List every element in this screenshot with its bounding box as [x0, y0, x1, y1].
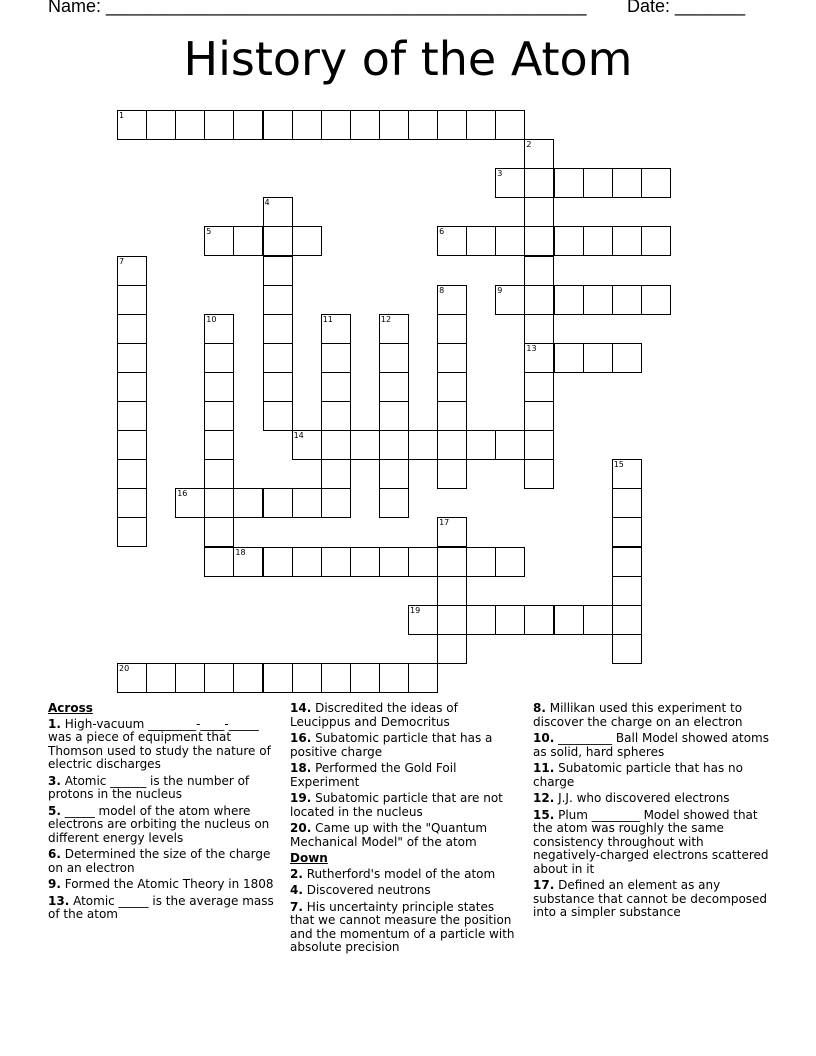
grid-cell[interactable]	[321, 372, 351, 402]
grid-cell[interactable]	[495, 547, 525, 577]
grid-cell[interactable]	[554, 343, 584, 373]
grid-cell[interactable]	[612, 285, 642, 315]
grid-cell[interactable]	[350, 430, 380, 460]
grid-cell[interactable]	[263, 285, 293, 315]
grid-cell[interactable]	[175, 110, 205, 140]
clue-number: 20	[119, 663, 130, 673]
clue-item	[533, 792, 769, 806]
clue-item-number: 3.	[48, 773, 61, 788]
clue-item	[290, 702, 522, 729]
grid-cell[interactable]	[583, 605, 613, 635]
grid-cell[interactable]	[263, 372, 293, 402]
grid-cell[interactable]	[612, 547, 642, 577]
clue-item	[290, 822, 522, 849]
grid-cell[interactable]	[321, 401, 351, 431]
clue-item-text: _____ model of the atom where electrons are orbiting the nucleus on different energy levels	[48, 803, 270, 845]
grid-cell[interactable]	[379, 401, 409, 431]
down-clue-list	[290, 868, 522, 955]
grid-cell[interactable]	[175, 488, 205, 518]
grid-cell[interactable]	[233, 488, 263, 518]
grid-cell[interactable]	[583, 285, 613, 315]
grid-cell[interactable]	[524, 401, 554, 431]
clue-item	[48, 805, 276, 846]
grid-cell[interactable]	[583, 226, 613, 256]
grid-cell[interactable]	[437, 372, 467, 402]
grid-cell[interactable]	[612, 605, 642, 635]
down-heading: Down	[290, 851, 328, 865]
grid-cell[interactable]	[524, 168, 554, 198]
grid-cell[interactable]	[379, 663, 409, 693]
grid-cell[interactable]	[437, 226, 467, 256]
grid-cell[interactable]	[379, 314, 409, 344]
grid-cell[interactable]	[321, 110, 351, 140]
across-clue-list-continued	[290, 702, 522, 849]
clue-item	[533, 702, 769, 729]
grid-cell[interactable]	[321, 343, 351, 373]
clue-item-number: 9.	[48, 877, 61, 891]
grid-cell[interactable]	[117, 285, 147, 315]
grid-cell[interactable]	[583, 168, 613, 198]
grid-cell[interactable]	[263, 197, 293, 227]
grid-cell[interactable]	[204, 459, 234, 489]
down-clue-list-continued	[533, 702, 769, 920]
clue-item-number: 1.	[48, 716, 61, 731]
clue-item-text: Atomic _____ is the average mass of the atom	[48, 893, 274, 921]
grid-cell[interactable]	[204, 547, 234, 577]
grid-cell[interactable]	[350, 110, 380, 140]
clue-item-text: Subatomic particle that are not located in the nucleus	[290, 791, 503, 819]
grid-cell[interactable]	[524, 430, 554, 460]
clue-item-number: 16.	[290, 731, 312, 745]
grid-cell[interactable]	[263, 314, 293, 344]
clue-item	[48, 848, 276, 875]
grid-cell[interactable]	[146, 663, 176, 693]
clue-item-number: 15.	[533, 807, 555, 822]
grid-cell[interactable]	[466, 226, 496, 256]
grid-cell[interactable]	[204, 226, 234, 256]
grid-cell[interactable]	[263, 343, 293, 373]
grid-cell[interactable]	[554, 285, 584, 315]
date-field-label: Date: _______	[627, 0, 746, 16]
clue-item-text: Plum ________ Model showed that the atom was roughly the same consistency throughout with negatively-charged electrons scattered about in it	[533, 807, 769, 876]
grid-cell[interactable]	[612, 168, 642, 198]
grid-cell[interactable]	[554, 226, 584, 256]
grid-cell[interactable]	[292, 547, 322, 577]
grid-cell[interactable]	[321, 663, 351, 693]
clue-item-number: 19.	[290, 791, 312, 805]
grid-cell[interactable]	[117, 663, 147, 693]
grid-cell[interactable]	[437, 517, 467, 547]
clue-item	[48, 775, 276, 802]
clue-item-number: 17.	[533, 878, 555, 892]
clue-number: 17	[439, 518, 450, 528]
clue-item-text: Defined an element as any substance that cannot be decomposed into a simpler substance	[533, 878, 768, 919]
grid-cell[interactable]	[321, 430, 351, 460]
clue-column-3	[533, 702, 769, 923]
grid-cell[interactable]	[437, 459, 467, 489]
grid-cell[interactable]	[117, 430, 147, 460]
page-title: History of the Atom	[183, 32, 633, 86]
name-field-label: Name: ________________________________________________	[48, 0, 587, 16]
grid-cell[interactable]	[466, 110, 496, 140]
clue-item-number: 2.	[290, 866, 303, 881]
clue-item-number: 8.	[533, 701, 546, 715]
clue-number: 3	[497, 169, 503, 179]
clue-item	[290, 901, 522, 955]
clue-item-number: 6.	[48, 847, 61, 861]
clue-item-number: 18.	[290, 761, 312, 775]
clue-item-number: 14.	[290, 701, 312, 715]
clue-column-1	[48, 702, 276, 925]
grid-cell[interactable]	[495, 226, 525, 256]
grid-cell[interactable]	[524, 256, 554, 286]
clue-item	[533, 732, 769, 759]
grid-cell[interactable]	[641, 168, 671, 198]
clue-item-text: Performed the Gold Foil Experiment	[290, 761, 457, 789]
grid-cell[interactable]	[524, 372, 554, 402]
clue-item-number: 20.	[290, 821, 312, 835]
grid-cell[interactable]	[437, 547, 467, 577]
grid-cell[interactable]	[146, 110, 176, 140]
clue-number: 7	[119, 256, 125, 266]
grid-cell[interactable]	[437, 110, 467, 140]
grid-cell[interactable]	[524, 314, 554, 344]
grid-cell[interactable]	[233, 110, 263, 140]
grid-cell[interactable]	[379, 372, 409, 402]
grid-cell[interactable]	[204, 430, 234, 460]
grid-cell[interactable]	[263, 110, 293, 140]
clue-item-text: High-vacuum ________-____-_____ was a piece of equipment that Thomson used to study the nature of electric discharges	[48, 716, 271, 771]
grid-cell[interactable]	[263, 256, 293, 286]
clue-item-text: Rutherford's model of the atom	[302, 866, 496, 881]
clue-item-number: 4.	[290, 883, 303, 897]
grid-cell[interactable]	[292, 430, 322, 460]
grid-cell[interactable]	[466, 430, 496, 460]
grid-cell[interactable]	[524, 285, 554, 315]
grid-cell[interactable]	[117, 110, 147, 140]
grid-cell[interactable]	[408, 605, 438, 635]
clue-item-text: Atomic ______ is the number of protons in the nucleus	[48, 773, 250, 801]
grid-cell[interactable]	[524, 343, 554, 373]
grid-cell[interactable]	[495, 605, 525, 635]
clue-number: 8	[439, 285, 445, 295]
grid-cell[interactable]	[495, 110, 525, 140]
clue-number: 1	[119, 111, 125, 120]
grid-cell[interactable]	[437, 605, 467, 635]
grid-cell[interactable]	[524, 605, 554, 635]
grid-cell[interactable]	[117, 343, 147, 373]
clue-item	[533, 762, 769, 789]
grid-cell[interactable]	[117, 401, 147, 431]
grid-cell[interactable]	[263, 488, 293, 518]
clue-item	[290, 792, 522, 819]
grid-cell[interactable]	[204, 488, 234, 518]
grid-cell[interactable]	[204, 401, 234, 431]
clue-item	[290, 868, 522, 882]
grid-cell[interactable]	[204, 372, 234, 402]
grid-cell[interactable]	[466, 547, 496, 577]
clue-item-text: Came up with the "Quantum Mechanical Model" of the atom	[290, 821, 488, 849]
grid-cell[interactable]	[263, 547, 293, 577]
clue-item	[290, 884, 522, 898]
grid-cell[interactable]	[612, 517, 642, 547]
clue-item	[48, 718, 276, 772]
grid-cell[interactable]	[408, 110, 438, 140]
grid-cell[interactable]	[379, 343, 409, 373]
clue-item-text: Subatomic particle that has no charge	[533, 761, 743, 789]
grid-cell[interactable]	[292, 488, 322, 518]
grid-cell[interactable]	[437, 314, 467, 344]
grid-cell[interactable]	[117, 517, 147, 547]
grid-cell[interactable]	[292, 110, 322, 140]
grid-cell[interactable]	[612, 343, 642, 373]
grid-cell[interactable]	[233, 226, 263, 256]
clue-number: 2	[526, 140, 532, 150]
grid-cell[interactable]	[612, 459, 642, 489]
grid-cell[interactable]	[495, 430, 525, 460]
grid-cell[interactable]	[233, 663, 263, 693]
clue-number: 5	[206, 227, 212, 237]
grid-cell[interactable]	[263, 663, 293, 693]
clue-item-text: Formed the Atomic Theory in 1808	[60, 877, 274, 891]
clue-item-text: Discredited the ideas of Leucippus and Democritus	[290, 701, 458, 729]
clue-item-number: 10.	[533, 731, 555, 745]
clue-number: 14	[293, 431, 304, 441]
grid-cell[interactable]	[204, 663, 234, 693]
grid-cell[interactable]	[321, 459, 351, 489]
grid-cell[interactable]	[612, 226, 642, 256]
grid-cell[interactable]	[321, 488, 351, 518]
grid-cell[interactable]	[437, 285, 467, 315]
grid-cell[interactable]	[408, 430, 438, 460]
grid-cell[interactable]	[263, 401, 293, 431]
grid-cell[interactable]	[524, 459, 554, 489]
grid-cell[interactable]	[437, 576, 467, 606]
grid-cell[interactable]	[350, 547, 380, 577]
clue-item-text: _________ Ball Model showed atoms as solid, hard spheres	[533, 731, 769, 759]
clue-item	[290, 732, 522, 759]
grid-cell[interactable]	[408, 663, 438, 693]
clue-number: 15	[613, 460, 624, 470]
grid-cell[interactable]	[437, 634, 467, 664]
grid-cell[interactable]	[437, 343, 467, 373]
clue-item-number: 5.	[48, 803, 61, 818]
grid-cell[interactable]	[204, 343, 234, 373]
grid-cell[interactable]	[583, 343, 613, 373]
clue-item-number: 13.	[48, 893, 70, 908]
clue-item-text: Determined the size of the charge on an electron	[48, 847, 271, 875]
clue-item-text: Subatomic particle that has a positive charge	[290, 731, 493, 759]
clue-item	[290, 762, 522, 789]
grid-cell[interactable]	[117, 314, 147, 344]
grid-cell[interactable]	[554, 605, 584, 635]
grid-cell[interactable]	[117, 256, 147, 286]
grid-cell[interactable]	[233, 547, 263, 577]
grid-cell[interactable]	[524, 226, 554, 256]
grid-cell[interactable]	[554, 168, 584, 198]
clue-item-text: Millikan used this experiment to discover the charge on an electron	[533, 701, 743, 729]
grid-cell[interactable]	[612, 634, 642, 664]
clue-column-2	[290, 702, 522, 958]
grid-cell[interactable]	[117, 372, 147, 402]
grid-cell[interactable]	[612, 488, 642, 518]
across-heading: Across	[48, 701, 93, 715]
clue-item-number: 7.	[290, 899, 303, 914]
clue-number: 6	[439, 227, 445, 237]
grid-cell[interactable]	[204, 110, 234, 140]
grid-cell[interactable]	[437, 430, 467, 460]
clue-item	[533, 879, 769, 920]
clue-number: 19	[410, 605, 421, 615]
grid-cell[interactable]	[495, 168, 525, 198]
clue-number: 12	[380, 314, 392, 324]
grid-cell[interactable]	[379, 547, 409, 577]
grid-cell[interactable]	[117, 488, 147, 518]
grid-cell[interactable]	[408, 547, 438, 577]
grid-cell[interactable]	[292, 663, 322, 693]
grid-cell[interactable]	[204, 314, 234, 344]
grid-cell[interactable]	[466, 605, 496, 635]
across-clue-list	[48, 718, 276, 922]
grid-cell[interactable]	[379, 459, 409, 489]
clue-number: 16	[177, 489, 188, 499]
clue-number: 11	[322, 314, 333, 324]
grid-cell[interactable]	[350, 663, 380, 693]
grid-cell[interactable]	[321, 547, 351, 577]
clue-item-text: Discovered neutrons	[302, 883, 431, 897]
clue-number: 18	[235, 547, 246, 557]
clue-item-number: 11.	[533, 761, 555, 775]
grid-cell[interactable]	[117, 459, 147, 489]
grid-cell[interactable]	[524, 197, 554, 227]
grid-cell[interactable]	[612, 576, 642, 606]
clue-item-text: J.J. who discovered electrons	[554, 791, 730, 805]
clue-item	[48, 878, 276, 892]
clue-item-text: His uncertainty principle states that we cannot measure the position and the momentum of a particle with absolute precision	[290, 899, 515, 954]
grid-cell[interactable]	[379, 110, 409, 140]
grid-cell[interactable]	[641, 285, 671, 315]
grid-cell[interactable]	[175, 663, 205, 693]
grid-cell[interactable]	[379, 488, 409, 518]
clue-item	[48, 895, 276, 922]
grid-cell[interactable]	[379, 430, 409, 460]
clue-item	[533, 809, 769, 877]
grid-cell[interactable]	[524, 139, 554, 169]
grid-cell[interactable]	[495, 285, 525, 315]
grid-cell[interactable]	[437, 401, 467, 431]
clue-number: 13	[526, 343, 537, 353]
clue-number: 10	[206, 314, 217, 324]
grid-cell[interactable]	[292, 226, 322, 256]
clue-number: 4	[264, 198, 270, 208]
clue-item-number: 12.	[533, 791, 555, 805]
grid-cell[interactable]	[263, 226, 293, 256]
grid-cell[interactable]	[641, 226, 671, 256]
grid-cell[interactable]	[321, 314, 351, 344]
grid-cell[interactable]	[204, 517, 234, 547]
clue-number: 9	[497, 285, 503, 295]
